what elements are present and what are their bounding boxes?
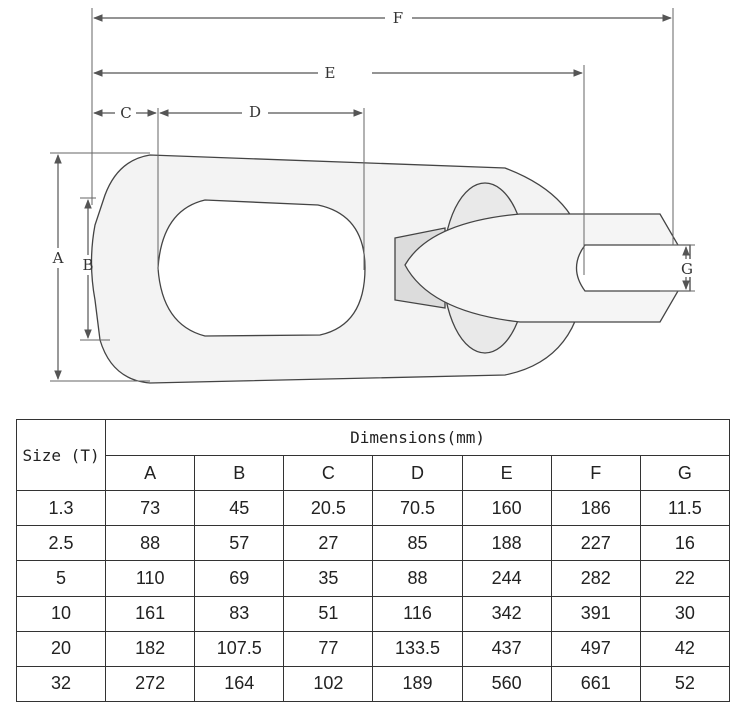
value-cell-f: 227 bbox=[551, 526, 640, 561]
dimension-b bbox=[82, 200, 93, 338]
dimension-label-a: A bbox=[52, 249, 64, 267]
dimension-label-e: E bbox=[324, 64, 336, 82]
dimension-e bbox=[94, 64, 582, 82]
value-cell-a: 110 bbox=[106, 561, 195, 596]
value-cell-c: 102 bbox=[284, 666, 373, 701]
value-cell-d: 189 bbox=[373, 666, 462, 701]
value-cell-g: 22 bbox=[640, 561, 729, 596]
dimensions-table bbox=[16, 419, 730, 702]
size-cell: 10 bbox=[17, 596, 106, 631]
column-header-d: D bbox=[373, 456, 462, 491]
size-cell: 20 bbox=[17, 631, 106, 666]
value-cell-b: 164 bbox=[195, 666, 284, 701]
table-row bbox=[17, 526, 730, 561]
value-cell-e: 437 bbox=[462, 631, 551, 666]
column-header-a: A bbox=[106, 456, 195, 491]
value-cell-d: 85 bbox=[373, 526, 462, 561]
dimension-label-b: B bbox=[82, 256, 94, 274]
value-cell-e: 342 bbox=[462, 596, 551, 631]
dimension-label-f: F bbox=[392, 9, 404, 27]
value-cell-a: 73 bbox=[106, 491, 195, 526]
table-row bbox=[17, 631, 730, 666]
column-header-b: B bbox=[195, 456, 284, 491]
dimension-label-g: G bbox=[681, 260, 693, 278]
dimension-label-d: D bbox=[248, 103, 262, 121]
value-cell-b: 57 bbox=[195, 526, 284, 561]
value-cell-f: 391 bbox=[551, 596, 640, 631]
value-cell-g: 42 bbox=[640, 631, 729, 666]
value-cell-c: 27 bbox=[284, 526, 373, 561]
value-cell-f: 282 bbox=[551, 561, 640, 596]
table-row bbox=[17, 561, 730, 596]
value-cell-c: 77 bbox=[284, 631, 373, 666]
value-cell-f: 661 bbox=[551, 666, 640, 701]
value-cell-b: 45 bbox=[195, 491, 284, 526]
column-header-g: G bbox=[640, 456, 729, 491]
value-cell-g: 16 bbox=[640, 526, 729, 561]
value-cell-g: 11.5 bbox=[640, 491, 729, 526]
table-row bbox=[17, 596, 730, 631]
dimension-d bbox=[160, 103, 362, 121]
dimensions-header: Dimensions(mm) bbox=[106, 420, 730, 456]
size-header: Size (T) bbox=[17, 420, 106, 491]
dimension-a bbox=[52, 155, 64, 379]
column-header-c: C bbox=[284, 456, 373, 491]
value-cell-g: 30 bbox=[640, 596, 729, 631]
value-cell-b: 83 bbox=[195, 596, 284, 631]
value-cell-c: 51 bbox=[284, 596, 373, 631]
value-cell-b: 69 bbox=[195, 561, 284, 596]
value-cell-f: 497 bbox=[551, 631, 640, 666]
value-cell-f: 186 bbox=[551, 491, 640, 526]
dimension-f bbox=[94, 9, 671, 27]
table-row bbox=[17, 666, 730, 701]
size-cell: 5 bbox=[17, 561, 106, 596]
value-cell-d: 70.5 bbox=[373, 491, 462, 526]
value-cell-c: 20.5 bbox=[284, 491, 373, 526]
value-cell-a: 88 bbox=[106, 526, 195, 561]
value-cell-e: 160 bbox=[462, 491, 551, 526]
size-cell: 1.3 bbox=[17, 491, 106, 526]
size-cell: 32 bbox=[17, 666, 106, 701]
dimension-label-c: C bbox=[120, 104, 132, 122]
value-cell-d: 133.5 bbox=[373, 631, 462, 666]
value-cell-e: 244 bbox=[462, 561, 551, 596]
value-cell-c: 35 bbox=[284, 561, 373, 596]
size-cell: 2.5 bbox=[17, 526, 106, 561]
value-cell-d: 116 bbox=[373, 596, 462, 631]
value-cell-d: 88 bbox=[373, 561, 462, 596]
value-cell-a: 182 bbox=[106, 631, 195, 666]
table-header-row-2 bbox=[17, 456, 730, 491]
table-row bbox=[17, 491, 730, 526]
value-cell-a: 272 bbox=[106, 666, 195, 701]
table-header-row-1 bbox=[17, 420, 730, 456]
column-header-e: E bbox=[462, 456, 551, 491]
dimension-c bbox=[94, 104, 156, 122]
value-cell-e: 188 bbox=[462, 526, 551, 561]
swivel-eye-part bbox=[92, 155, 691, 383]
value-cell-b: 107.5 bbox=[195, 631, 284, 666]
value-cell-g: 52 bbox=[640, 666, 729, 701]
value-cell-a: 161 bbox=[106, 596, 195, 631]
column-header-f: F bbox=[551, 456, 640, 491]
value-cell-e: 560 bbox=[462, 666, 551, 701]
